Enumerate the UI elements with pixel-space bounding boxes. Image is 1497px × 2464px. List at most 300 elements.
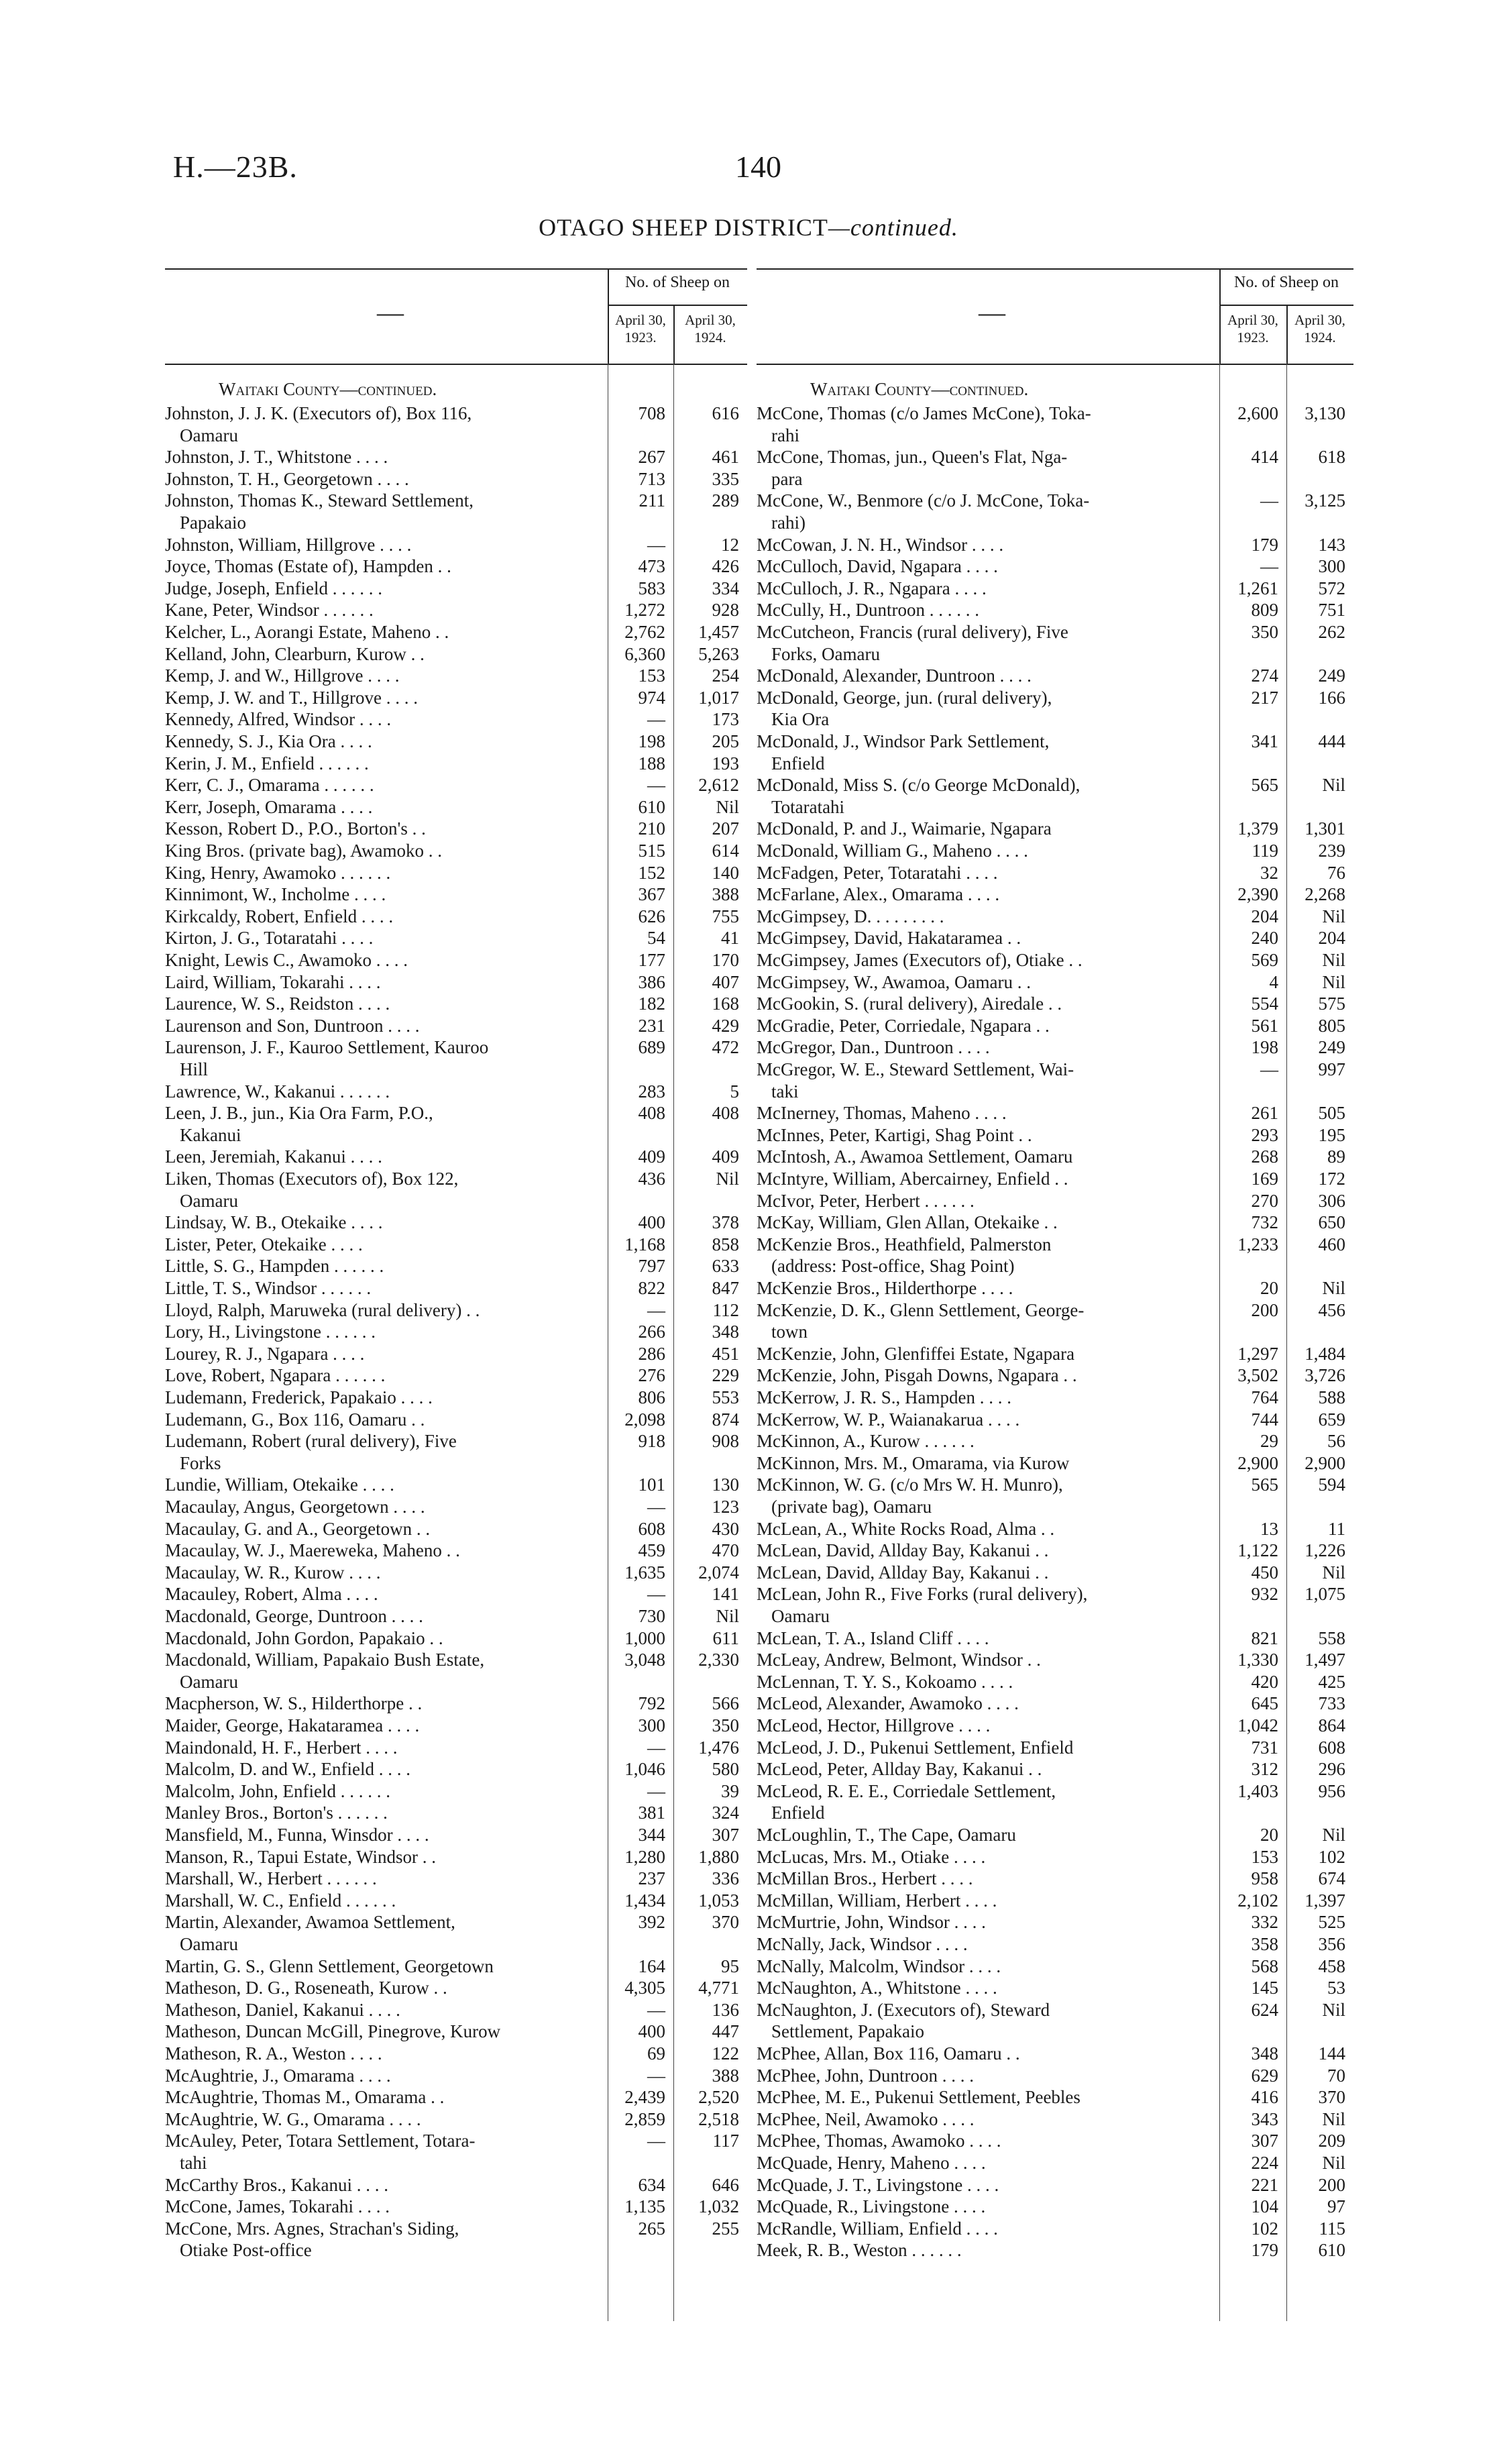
sheep-1924: 348 <box>712 1322 739 1342</box>
table-row <box>165 1540 747 1562</box>
sheep-1924: 195 <box>1318 1124 1345 1145</box>
sheep-1924: 616 <box>712 403 739 423</box>
sheep-1923: 188 <box>638 753 665 773</box>
table-row <box>757 446 1353 490</box>
sheep-1924: 324 <box>712 1803 739 1823</box>
sheep-1923: 1,635 <box>624 1562 665 1583</box>
table-row <box>757 1846 1353 1868</box>
table-row <box>165 2130 747 2174</box>
sheep-1924: 633 <box>712 1256 739 1277</box>
holder-name: McCarthy Bros., Kakanui . . . . <box>165 2174 388 2195</box>
table-row <box>757 1452 1353 1475</box>
sheep-1923: 240 <box>1251 928 1278 949</box>
holder-name: Mansfield, M., Funna, Winsdor . . . . <box>165 1825 429 1845</box>
sheep-1924: 141 <box>712 1584 739 1605</box>
table-row <box>165 1364 747 1387</box>
sheep-1923: 4,305 <box>624 1978 665 1998</box>
table-row <box>757 1299 1353 1343</box>
sheep-1924: 97 <box>1327 2196 1345 2217</box>
sheep-1924: Nil <box>1322 1562 1345 1583</box>
sheep-1923: 286 <box>638 1343 665 1364</box>
holder-name: McInnes, Peter, Kartigi, Shag Point . . <box>757 1124 1032 1145</box>
sheep-1924: 205 <box>712 731 739 751</box>
holder-name: McGregor, W. E., Steward Settlement, Wai- <box>757 1059 1074 1079</box>
sheep-1923: 198 <box>1251 1037 1278 1058</box>
holder-name: McNaughton, J. (Executors of), Steward <box>757 1999 1050 2020</box>
holder-name: McCone, Mrs. Agnes, Strachan's Siding, <box>165 2218 459 2239</box>
holder-name: McPhee, M. E., Pukenui Settlement, Peebles <box>757 2087 1080 2108</box>
sheep-1924: 356 <box>1318 1934 1345 1954</box>
sheep-1923: 1,042 <box>1237 1715 1278 1735</box>
sheep-1924: 1,457 <box>698 622 739 642</box>
table-row <box>165 1999 747 2021</box>
sheep-1924: 117 <box>712 2131 739 2151</box>
holder-name-continued: Oamaru <box>180 425 238 445</box>
sheep-1924: 751 <box>1318 600 1345 621</box>
table-row <box>165 687 747 709</box>
holder-name: McPhee, Allan, Box 116, Oamaru . . <box>757 2043 1020 2064</box>
holder-name: McQuade, R., Livingstone . . . . <box>757 2196 986 2217</box>
sheep-1923: 182 <box>638 994 665 1014</box>
table-row <box>757 1671 1353 1693</box>
holder-name: McPhee, Thomas, Awamoko . . . . <box>757 2131 1001 2151</box>
header-date-line: April 30, <box>615 312 666 328</box>
table-row <box>757 2152 1353 2174</box>
header-date-line: April 30, <box>1294 312 1345 328</box>
table-row <box>757 1737 1353 1759</box>
sheep-1924: 2,900 <box>1305 1452 1345 1473</box>
holder-name: McCulloch, David, Ngapara . . . . <box>757 556 998 577</box>
table-row <box>757 555 1353 578</box>
holder-name: Joyce, Thomas (Estate of), Hampden . . <box>165 556 451 577</box>
sheep-1924: 409 <box>712 1146 739 1167</box>
holder-name-continued: Kia Ora <box>771 709 830 730</box>
header-year-line: 1924. <box>1304 329 1336 345</box>
holder-name: Johnston, T. H., Georgetown . . . . <box>165 468 409 489</box>
sheep-1924: Nil <box>1322 2108 1345 2129</box>
sheep-1923: 198 <box>638 731 665 751</box>
sheep-1924: 76 <box>1327 862 1345 883</box>
sheep-1923: 177 <box>638 950 665 970</box>
sheep-1924: 172 <box>1318 1169 1345 1189</box>
sheep-1923: 217 <box>1251 687 1278 708</box>
holder-name: Kemp, J. and W., Hillgrove . . . . <box>165 665 400 686</box>
sheep-1924: 144 <box>1318 2043 1345 2064</box>
table-row <box>757 1540 1353 1562</box>
holder-name: McPhee, John, Duntroon . . . . <box>757 2065 974 2086</box>
table-row <box>757 971 1353 994</box>
sheep-1924: 1,484 <box>1305 1343 1345 1364</box>
holder-name: McGregor, Dan., Duntroon . . . . <box>757 1037 990 1058</box>
sheep-1923: 1,403 <box>1237 1780 1278 1801</box>
table-row <box>757 403 1353 446</box>
sheep-1923: 268 <box>1251 1146 1278 1167</box>
table-row <box>165 1780 747 1803</box>
sheep-1923: 267 <box>638 447 665 468</box>
table-row <box>165 2086 747 2108</box>
sheep-1924: 53 <box>1327 1978 1345 1998</box>
holder-name: McDonald, P. and J., Waimarie, Ngapara <box>757 818 1052 839</box>
sheep-1923: 568 <box>1251 1956 1278 1976</box>
holder-name: Matheson, Duncan McGill, Pinegrove, Kurow <box>165 2021 501 2042</box>
sheep-1924: Nil <box>1322 950 1345 970</box>
holder-name: McKinnon, A., Kurow . . . . . . <box>757 1431 975 1452</box>
sheep-1924: 249 <box>1318 1037 1345 1058</box>
sheep-1924: 430 <box>712 1518 739 1539</box>
holder-name: Macpherson, W. S., Hilderthorpe . . <box>165 1693 423 1714</box>
holder-name: McCone, W., Benmore (c/o J. McCone, Toka- <box>757 490 1090 511</box>
sheep-1924: 204 <box>1318 928 1345 949</box>
table-row <box>757 2108 1353 2131</box>
holder-name-continued: Forks, Oamaru <box>771 643 880 664</box>
sheep-1923: 569 <box>1251 950 1278 970</box>
sheep-1923: 348 <box>1251 2043 1278 2064</box>
table-row <box>757 534 1353 556</box>
sheep-1923: — <box>647 1497 665 1517</box>
sheep-1923: 300 <box>638 1715 665 1735</box>
holder-name: McDonald, William G., Maheno . . . . <box>757 841 1028 861</box>
sheep-1924: 553 <box>712 1387 739 1407</box>
sheep-1924: 193 <box>712 753 739 773</box>
sheep-1924: 610 <box>1318 2240 1345 2261</box>
holder-name: Kinnimont, W., Incholme . . . . <box>165 884 386 905</box>
table-row <box>757 1933 1353 1956</box>
table-row <box>757 1649 1353 1671</box>
sheep-1924: 70 <box>1327 2065 1345 2086</box>
holder-name: Malcolm, John, Enfield . . . . . . <box>165 1780 390 1801</box>
table-row <box>165 906 747 928</box>
table-row <box>757 774 1353 818</box>
holder-name: McGimpsey, James (Executors of), Otiake . . <box>757 950 1083 970</box>
table-row <box>165 774 747 796</box>
table-row <box>165 840 747 862</box>
holder-name: Johnston, Thomas K., Steward Settlement, <box>165 490 474 511</box>
sheep-1924: Nil <box>716 1169 739 1189</box>
holder-name: Kirton, J. G., Totaratahi . . . . <box>165 928 374 949</box>
sheep-1923: 554 <box>1251 994 1278 1014</box>
table-row <box>165 1693 747 1715</box>
table-row <box>165 621 747 643</box>
table-row <box>165 1846 747 1868</box>
holder-name: McMillan Bros., Herbert . . . . <box>757 1868 973 1889</box>
table-row <box>757 1102 1353 1124</box>
sheep-1924: 39 <box>721 1780 739 1801</box>
table-row <box>757 1715 1353 1737</box>
holder-name: McIvor, Peter, Herbert . . . . . . <box>757 1190 975 1211</box>
table-row <box>757 490 1353 533</box>
sheep-1924: 461 <box>712 447 739 468</box>
sheep-1924: 262 <box>1318 622 1345 642</box>
page-number: 140 <box>735 150 781 184</box>
table-row <box>165 883 747 906</box>
sheep-1923: 20 <box>1260 1825 1278 1845</box>
table-row <box>757 1190 1353 1212</box>
table-row <box>165 1036 747 1080</box>
holder-name: Lindsay, W. B., Otekaike . . . . <box>165 1212 383 1233</box>
header-april-1924 <box>673 311 747 346</box>
sheep-1923: 29 <box>1260 1431 1278 1452</box>
sheep-1923: 164 <box>638 1956 665 1976</box>
sheep-1924: 426 <box>712 556 739 577</box>
sheep-1923: — <box>1260 490 1278 511</box>
table-row <box>757 1627 1353 1650</box>
table-row <box>165 643 747 665</box>
sheep-1923: 2,762 <box>624 622 665 642</box>
sheep-1923: 204 <box>1251 906 1278 926</box>
sheep-1924: 447 <box>712 2021 739 2042</box>
sheep-1923: 102 <box>1251 2218 1278 2239</box>
holder-name: McGradie, Peter, Corriedale, Ngapara . . <box>757 1015 1050 1036</box>
sheep-1924: 1,880 <box>698 1846 739 1867</box>
table-row <box>165 1234 747 1256</box>
table-row <box>757 862 1353 884</box>
sheep-1923: 350 <box>1251 622 1278 642</box>
holder-name: McIntyre, William, Abercairney, Enfield . . <box>757 1169 1068 1189</box>
holder-name-continued: Oamaru <box>180 1933 238 1954</box>
header-divider <box>608 305 747 306</box>
sheep-1924: 289 <box>712 490 739 511</box>
sheep-1924: 566 <box>712 1693 739 1714</box>
sheep-1923: 450 <box>1251 1562 1278 1583</box>
holder-name-continued: Enfield <box>771 1803 825 1823</box>
table-row <box>757 1583 1353 1627</box>
holder-name: McLeod, Alexander, Awamoko . . . . <box>757 1693 1019 1714</box>
sheep-1924: 5,263 <box>698 643 739 664</box>
table-row <box>757 578 1353 600</box>
sheep-1923: 276 <box>638 1365 665 1386</box>
sheep-1924: 41 <box>721 928 739 949</box>
holder-name: McLean, T. A., Island Cliff . . . . <box>757 1627 989 1648</box>
table-row <box>165 1321 747 1343</box>
holder-name: Kelland, John, Clearburn, Kurow . . <box>165 643 425 664</box>
holder-name: McKenzie Bros., Hilderthorpe . . . . <box>757 1278 1013 1298</box>
holder-name: McMurtrie, John, Windsor . . . . <box>757 1912 986 1933</box>
table-row <box>757 1430 1353 1452</box>
sheep-1923: 744 <box>1251 1409 1278 1430</box>
sheep-1923: 634 <box>638 2174 665 2195</box>
table-row <box>165 2218 747 2261</box>
holder-name: Leen, Jeremiah, Kakanui . . . . <box>165 1146 382 1167</box>
table-row <box>757 621 1353 665</box>
table-row <box>757 1890 1353 1912</box>
table-row <box>757 1124 1353 1146</box>
holder-name-continued: Forks <box>180 1452 221 1473</box>
table-row <box>757 2196 1353 2218</box>
sheep-1924: 336 <box>712 1868 739 1889</box>
table-row <box>757 1343 1353 1365</box>
sheep-1923: 221 <box>1251 2174 1278 2195</box>
holder-name: McGookin, S. (rural delivery), Airedale . . <box>757 994 1062 1014</box>
sheep-1923: 101 <box>638 1475 665 1495</box>
header-no-of-sheep: No. of Sheep on <box>625 274 730 291</box>
table-row <box>757 1956 1353 1978</box>
holder-name: Matheson, D. G., Roseneath, Kurow . . <box>165 1978 447 1998</box>
table-row <box>165 796 747 818</box>
sheep-1924: 5 <box>730 1081 739 1102</box>
holder-name: McPhee, Neil, Awamoko . . . . <box>757 2108 975 2129</box>
sheep-1923: — <box>647 1780 665 1801</box>
holder-name: Kerr, C. J., Omarama . . . . . . <box>165 775 374 796</box>
sheep-1924: 805 <box>1318 1015 1345 1036</box>
table-row <box>757 2065 1353 2087</box>
sheep-1923: 344 <box>638 1825 665 1845</box>
sheep-1923: 119 <box>1252 841 1278 861</box>
table-row <box>165 1890 747 1912</box>
table-row <box>165 1715 747 1737</box>
holder-name: Johnston, J. J. K. (Executors of), Box 116, <box>165 403 472 423</box>
holder-name: McDonald, George, jun. (rural delivery), <box>757 687 1052 708</box>
sheep-1923: — <box>1260 1059 1278 1079</box>
page-title <box>0 213 1497 242</box>
holder-name: McKay, William, Glen Allan, Otekaike . . <box>757 1212 1058 1233</box>
table-row <box>165 993 747 1015</box>
sheep-1924: 370 <box>1318 2087 1345 2108</box>
sheep-1923: 414 <box>1251 447 1278 468</box>
sheep-1923: 1,379 <box>1237 818 1278 839</box>
table-row <box>757 1277 1353 1299</box>
table-row <box>757 840 1353 862</box>
sheep-1923: 307 <box>1251 2131 1278 2151</box>
sheep-1924: 300 <box>1318 556 1345 577</box>
holder-name: McCone, Thomas, jun., Queen's Flat, Nga- <box>757 447 1068 468</box>
sheep-1924: 472 <box>712 1037 739 1058</box>
table-row <box>165 1649 747 1693</box>
sheep-1924: 136 <box>712 1999 739 2020</box>
holder-name: Knight, Lewis C., Awamoko . . . . <box>165 950 408 970</box>
sheep-1924: 168 <box>712 994 739 1014</box>
sheep-1924: 451 <box>712 1343 739 1364</box>
sheep-1924: 112 <box>712 1299 739 1320</box>
table-row <box>165 1758 747 1780</box>
holder-name: Johnston, J. T., Whitstone . . . . <box>165 447 388 468</box>
holder-name: Love, Robert, Ngapara . . . . . . <box>165 1365 386 1386</box>
sheep-1924: 166 <box>1318 687 1345 708</box>
sheep-1924: 1,301 <box>1305 818 1345 839</box>
sheep-1923: 792 <box>638 1693 665 1714</box>
table-row <box>757 687 1353 731</box>
holder-name: Macaulay, W. J., Maereweka, Maheno . . <box>165 1540 460 1561</box>
sheep-1923: 473 <box>638 556 665 577</box>
sheep-1924: 646 <box>712 2174 739 2195</box>
table-row <box>165 1474 747 1496</box>
holder-name: McFadgen, Peter, Totaratahi . . . . <box>757 862 998 883</box>
header-april-1923 <box>608 311 673 346</box>
table-row <box>165 1737 747 1759</box>
holder-name: Macaulay, G. and A., Georgetown . . <box>165 1518 431 1539</box>
table-row <box>757 818 1353 840</box>
sheep-1923: — <box>647 775 665 796</box>
holder-name: McAughtrie, J., Omarama . . . . <box>165 2065 391 2086</box>
sheep-1923: 420 <box>1251 1671 1278 1692</box>
sheep-1924: 350 <box>712 1715 739 1735</box>
sheep-1923: 20 <box>1260 1278 1278 1298</box>
sheep-1923: 261 <box>1251 1103 1278 1124</box>
table-header <box>165 268 747 365</box>
holder-name: Macdonald, John Gordon, Papakaio . . <box>165 1627 443 1648</box>
sheep-1923: 1,434 <box>624 1890 665 1911</box>
sheep-1924: Nil <box>716 796 739 817</box>
table-row <box>165 1015 747 1037</box>
holder-name: Maider, George, Hakataramea . . . . <box>165 1715 420 1735</box>
header-date-line: April 30, <box>685 312 736 328</box>
sheep-1923: 561 <box>1251 1015 1278 1036</box>
holder-name-continued: Kakanui <box>180 1124 241 1145</box>
table-row <box>165 1081 747 1103</box>
holder-name-continued: Hill <box>180 1059 209 1079</box>
sheep-1923: 265 <box>638 2218 665 2239</box>
sheep-1923: 32 <box>1260 862 1278 883</box>
sheep-1923: 3,048 <box>624 1650 665 1670</box>
sheep-1924: 614 <box>712 841 739 861</box>
sheep-1924: Nil <box>1322 1825 1345 1845</box>
sheep-1924: 170 <box>712 950 739 970</box>
sheep-1924: 407 <box>712 971 739 992</box>
sheep-1923: — <box>1260 556 1278 577</box>
holder-name: McNally, Malcolm, Windsor . . . . <box>757 1956 1001 1976</box>
table-row <box>757 1911 1353 1933</box>
table-row <box>165 578 747 600</box>
sheep-1923: 645 <box>1251 1693 1278 1714</box>
sheep-1924: 456 <box>1318 1299 1345 1320</box>
holder-name: McDonald, Miss S. (c/o George McDonald), <box>757 775 1080 796</box>
holder-name: Kemp, J. W. and T., Hillgrove . . . . <box>165 687 418 708</box>
holder-name: McNally, Jack, Windsor . . . . <box>757 1934 968 1954</box>
sheep-1923: 974 <box>638 687 665 708</box>
holder-name: McKerrow, J. R. S., Hampden . . . . <box>757 1387 1011 1407</box>
holder-name: Marshall, W., Herbert . . . . . . <box>165 1868 377 1889</box>
holder-name: McLeod, J. D., Pukenui Settlement, Enfield <box>757 1737 1074 1758</box>
table-row <box>757 949 1353 971</box>
sheep-1923: 2,102 <box>1237 1890 1278 1911</box>
sheep-1923: 708 <box>638 403 665 423</box>
table-row <box>165 1277 747 1299</box>
sheep-1923: 179 <box>1251 534 1278 555</box>
sheep-1924: Nil <box>1322 2153 1345 2173</box>
holder-name: McCowan, J. N. H., Windsor . . . . <box>757 534 1004 555</box>
sheep-1923: 283 <box>638 1081 665 1102</box>
sheep-1923: 400 <box>638 1212 665 1233</box>
table-row <box>165 1956 747 1978</box>
sheep-1924: 3,726 <box>1305 1365 1345 1386</box>
table-row <box>165 1868 747 1890</box>
sheep-1924: 608 <box>1318 1737 1345 1758</box>
sheep-1924: 1,032 <box>698 2196 739 2217</box>
sheep-1923: 343 <box>1251 2108 1278 2129</box>
sheep-1923: — <box>647 2131 665 2151</box>
sheep-1924: 1,476 <box>698 1737 739 1758</box>
sheep-1924: 1,397 <box>1305 1890 1345 1911</box>
table-row <box>757 993 1353 1015</box>
holder-name: McInerney, Thomas, Maheno . . . . <box>757 1103 1007 1124</box>
sheep-1923: 459 <box>638 1540 665 1561</box>
holder-name: McGimpsey, W., Awamoa, Oamaru . . <box>757 971 1031 992</box>
sheep-1923: 392 <box>638 1912 665 1933</box>
table-row <box>165 1168 747 1212</box>
table-row <box>757 2043 1353 2065</box>
holder-name: McAuley, Peter, Totara Settlement, Totara- <box>165 2131 476 2151</box>
holder-name: McLean, David, Allday Bay, Kakanui . . <box>757 1540 1049 1561</box>
sheep-1924: 460 <box>1318 1234 1345 1254</box>
table-row <box>757 1977 1353 1999</box>
holder-name: McLeod, Peter, Allday Bay, Kakanui . . <box>757 1759 1042 1780</box>
sheep-1924: 2,520 <box>698 2087 739 2108</box>
sheep-1923: 1,280 <box>624 1846 665 1867</box>
sheep-1924: 594 <box>1318 1475 1345 1495</box>
sheep-1923: 312 <box>1251 1759 1278 1780</box>
sheep-1923: 152 <box>638 862 665 883</box>
holder-name: Little, T. S., Windsor . . . . . . <box>165 1278 372 1298</box>
title-main: OTAGO SHEEP DISTRICT <box>539 214 828 241</box>
